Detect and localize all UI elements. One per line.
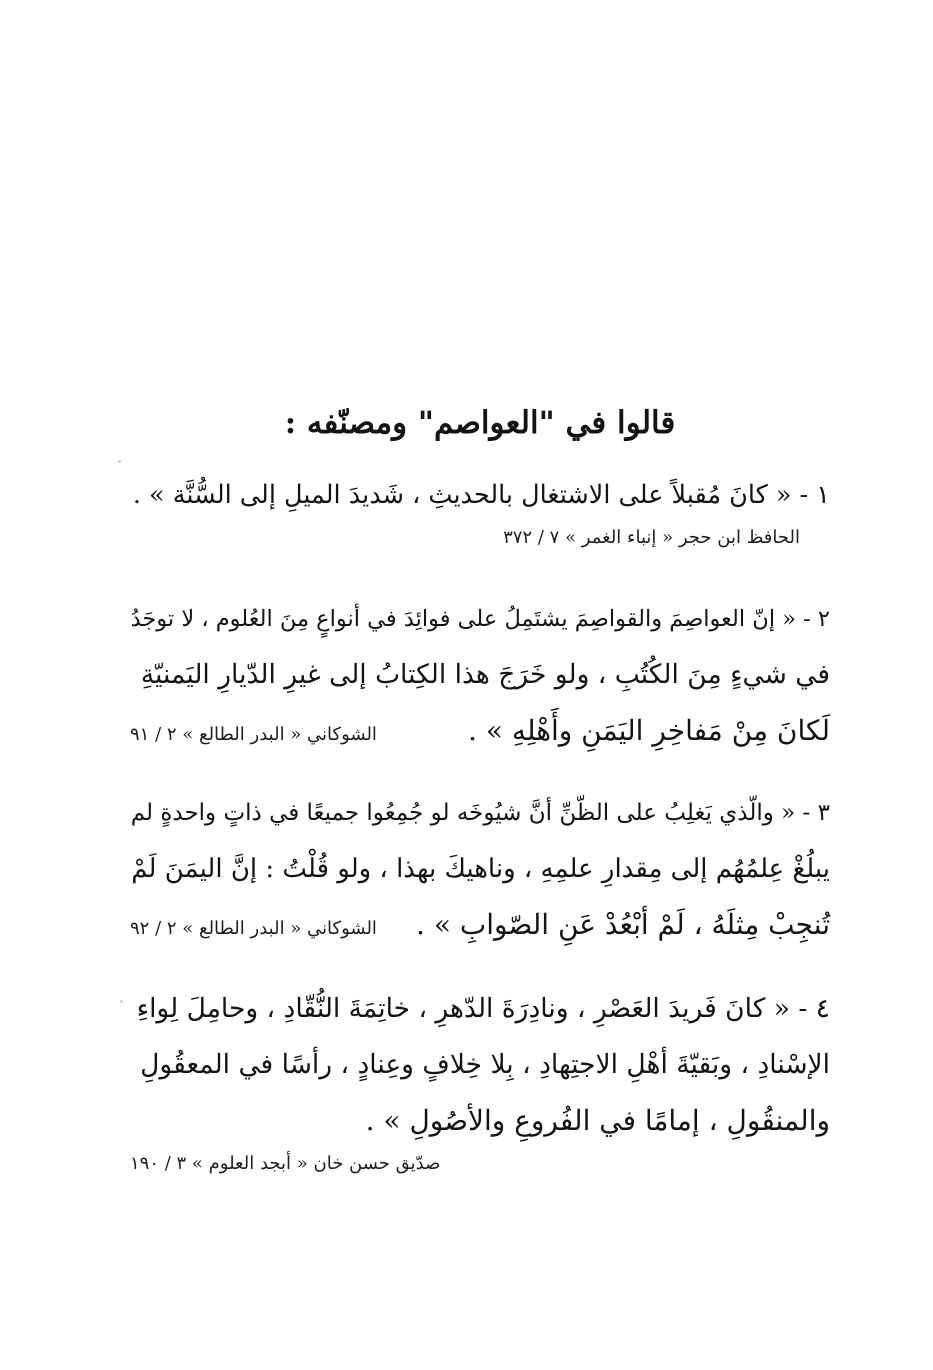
paper-speck: [118, 460, 121, 463]
quote-source: صدّيق حسن خان « أبجد العلوم » ٣ / ١٩٠: [130, 1153, 441, 1174]
quote-source: الشوكاني « البدر الطالع » ٢ / ٩١: [130, 724, 377, 745]
quote-4: [130, 981, 830, 1179]
quote-line: في شيءٍ مِنَ الكُتُبِ ، ولو خَرَجَ هذا الكِتابُ إلى غيرِ الدّيارِ اليَمنيّةِ: [140, 659, 830, 690]
page-content: [130, 405, 830, 1179]
quote-last-line: [130, 897, 830, 953]
quote-1: [130, 467, 830, 553]
quote-line: تُنجِبْ مِثلَهُ ، لَمْ أبْعُدْ عَنِ الصّوابِ » .: [416, 908, 830, 941]
quote-2: [130, 591, 830, 759]
quote-3: [130, 785, 830, 953]
quote-line: يبلُغْ عِلمُهُم إلى مِقدارِ علمِهِ ، وناهيكَ بهذا ، ولو قُلْتُ : إنَّ اليمَنَ لَمْ: [131, 854, 830, 884]
quote-source: الشوكاني « البدر الطالع » ٢ / ٩٢: [130, 918, 377, 939]
quote-line: والمنقُولِ ، إمامًا في الفُروعِ والأصُولِ » .: [365, 1104, 830, 1137]
page-title: قالوا في "العواصم" ومصنّفه :: [284, 405, 676, 441]
quote-line: ٣ - « والّذي يَغلِبُ على الظّنِّ أنَّ شيُوخَه لو جُمِعُوا جميعًا في ذاتٍ واحدةٍ لم: [130, 800, 830, 826]
quote-line: ٢ - « إنّ العواصِمَ والقواصِمَ يشتَمِلُ على فوائِدَ في أنواعٍ مِنَ العُلوم ، لا توجَدُ: [130, 606, 830, 632]
quote-line: لَكانَ مِنْ مَفاخِرِ اليَمَنِ وأَهْلِهِ » .: [468, 714, 830, 747]
quote-line: ١ - « كانَ مُقبلاً على الاشتغال بالحديثِ ، شَديدَ الميلِ إلى السُّنَّة » .: [132, 480, 830, 510]
quote-source: الحافظ ابن حجر « إنباء الغمر » ٧ / ٣٧٢: [503, 527, 800, 548]
paper-speck: [120, 1000, 123, 1003]
quote-last-line: [130, 703, 830, 759]
quote-line: ٤ - « كانَ فَريدَ العَصْرِ ، ونادِرَةَ الدّهرِ ، خاتِمَةَ النُّقّادِ ، وحامِلَ لِواءِ: [136, 993, 830, 1024]
quote-line: الإسْنادِ ، وبَقيّةَ أهْلِ الاجتِهادِ ، بِلا خِلافٍ وعِنادٍ ، رأسًا في المعقُولِ: [140, 1049, 830, 1080]
